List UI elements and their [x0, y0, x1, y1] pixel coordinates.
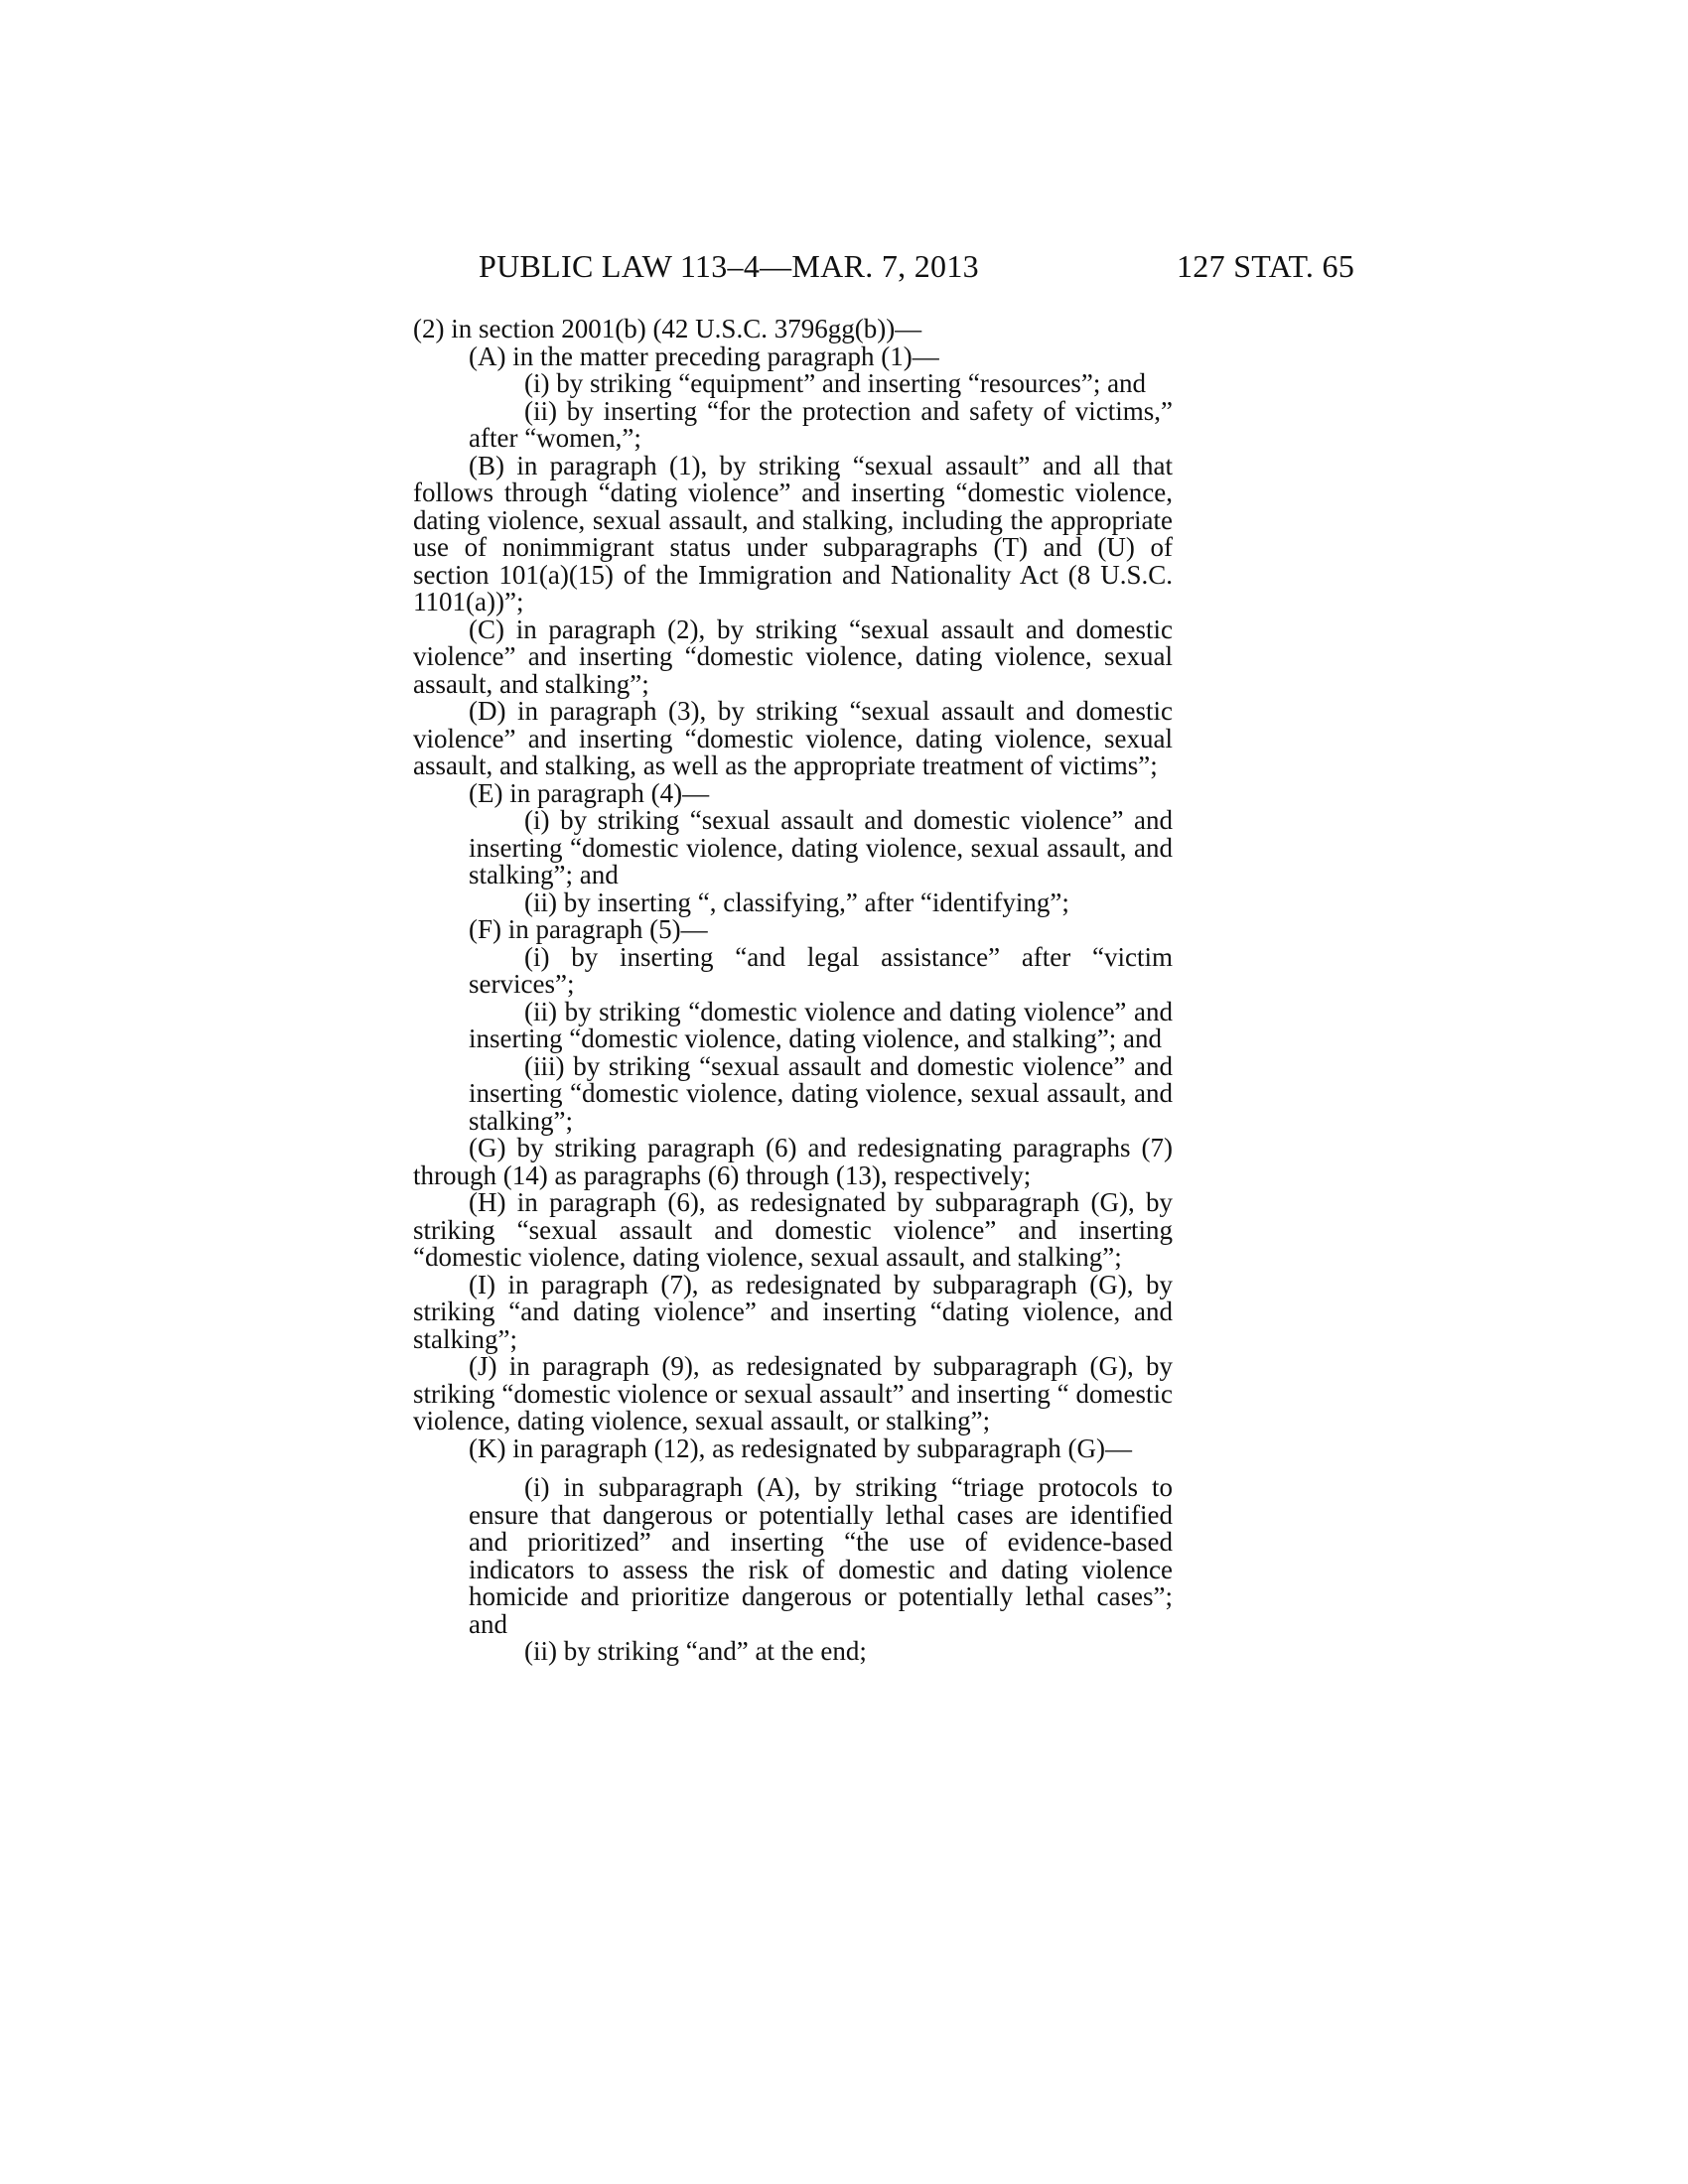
subparagraph-A: (A) in the matter preceding paragraph (1)— — [469, 341, 939, 371]
statute-body — [413, 316, 1173, 1666]
page-header-citation: 127 STAT. 65 — [1177, 248, 1355, 284]
clause-E-i: (i) by striking “sexual assault and domestic violence” and inserting “domestic violence, dating violence, sexual assault, and stalking”; and — [469, 805, 1173, 889]
clause-K-ii: (ii) by striking “and” at the end; — [524, 1636, 867, 1666]
subparagraph-J: (J) in paragraph (9), as redesignated by subparagraph (G), by striking “domestic violence or sexual assault” and inserting “ domestic violence, dating violence, sexual assault, or stalking”; — [413, 1351, 1173, 1435]
subparagraph-I: (I) in paragraph (7), as redesignated by subparagraph (G), by striking “and dating violence” and inserting “dating violence, and stalking”; — [413, 1269, 1173, 1354]
subparagraph-D: (D) in paragraph (3), by striking “sexual assault and domestic violence” and inserting “domestic violence, dating violence, sexual assault, and stalking, as well as the appropriate treatment of victims”; — [413, 696, 1173, 780]
subparagraph-B: (B) in paragraph (1), by striking “sexual assault” and all that follows through “dating violence” and inserting “domestic violence, dating violence, sexual assault, and stalking, including the appropriate use of nonimmigrant status under subparagraphs (T) and (U) of section 101(a)(15) of the Immigration and Nationality Act (8 U.S.C. 1101(a))”; — [413, 450, 1173, 616]
clause-F-iii: (iii) by striking “sexual assault and domestic violence” and inserting “domestic violence, dating violence, sexual assault, and stalking”; — [469, 1050, 1173, 1136]
subparagraph-G: (G) by striking paragraph (6) and redesignating paragraphs (7) through (14) as paragraphs (6) through (13), respectively; — [413, 1133, 1173, 1190]
clause-F-ii: (ii) by striking “domestic violence and dating violence” and inserting “domestic violence, dating violence, and stalking”; and — [469, 996, 1173, 1053]
clause-A-i: (i) by striking “equipment” and inserting “resources”; and — [524, 368, 1147, 398]
subparagraph-K: (K) in paragraph (12), as redesignated by subparagraph (G)— — [469, 1433, 1132, 1463]
subparagraph-E: (E) in paragraph (4)— — [469, 777, 710, 808]
paragraph-2-section-2001b: (2) in section 2001(b) (42 U.S.C. 3796gg(b))— — [413, 314, 922, 343]
clause-A-ii: (ii) by inserting “for the protection and safety of victims,” after “women,”; — [469, 395, 1173, 453]
clause-K-i: (i) in subparagraph (A), by striking “triage protocols to ensure that dangerous or potentially lethal cases are identified and prioritized” and inserting “the use of evidence-based indicators to assess the risk of domestic and dating violence homicide and prioritize dangerous or potentially lethal cases”; and — [469, 1472, 1173, 1639]
subparagraph-F: (F) in paragraph (5)— — [469, 914, 708, 944]
clause-F-i: (i) by inserting “and legal assistance” after “victim services”; — [469, 941, 1173, 999]
page-header-title: PUBLIC LAW 113–4—MAR. 7, 2013 — [479, 248, 979, 284]
subparagraph-H: (H) in paragraph (6), as redesignated by subparagraph (G), by striking “sexual assault and domestic violence” and inserting “domestic violence, dating violence, sexual assault, and stalking”; — [413, 1187, 1173, 1272]
clause-E-ii: (ii) by inserting “, classifying,” after “identifying”; — [524, 887, 1069, 917]
subparagraph-C: (C) in paragraph (2), by striking “sexual assault and domestic violence” and inserting “domestic violence, dating violence, sexual assault, and stalking”; — [413, 614, 1173, 699]
